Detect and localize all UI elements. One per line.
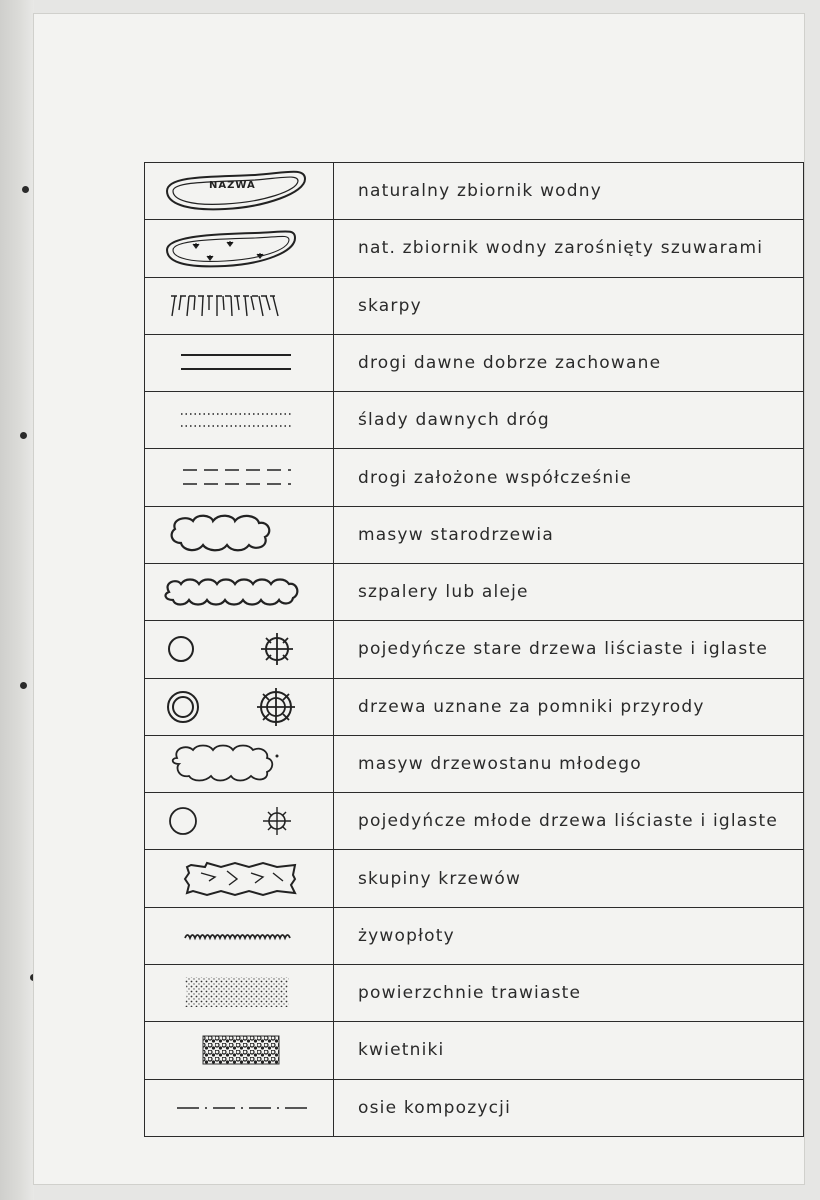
flowerbed-icon [145,1022,331,1078]
legend-label: pojedyńcze młode drzewa liściaste i iglaste [334,793,804,850]
monument-trees-icon [145,679,331,735]
legend-row [145,1079,804,1137]
legend-label: naturalny zbiornik wodny [334,163,804,220]
tree-row-icon [145,564,331,620]
hedge-icon [145,908,331,964]
legend-row [145,563,804,620]
legend-row [145,621,804,678]
binder-hole [20,682,27,689]
reed-water-body-icon [145,220,331,276]
legend-row [145,220,804,277]
legend-row [145,506,804,563]
young-tree-mass-icon [145,736,331,792]
legend-row [145,163,804,220]
binder-hole [22,186,29,193]
legend-table [144,162,804,1137]
scan-left-margin [0,0,34,1200]
legend-label: drogi założone współcześnie [334,449,804,506]
escarpment-icon [145,278,331,334]
old-tree-mass-icon [145,507,331,563]
legend-row [145,907,804,964]
legend-label: nat. zbiornik wodny zarośnięty szuwarami [334,220,804,277]
legend-row [145,735,804,792]
legend-row [145,1022,804,1079]
shrub-group-icon [145,851,331,907]
nazwa-label: NAZWA [209,180,256,192]
legend-row [145,964,804,1021]
legend-label: szpalery lub aleje [334,563,804,620]
composition-axis-icon [145,1080,331,1136]
dashed-road-icon [145,450,331,506]
legend-label: masyw starodrzewia [334,506,804,563]
binder-hole [20,432,27,439]
legend-row [145,678,804,735]
legend-row [145,277,804,334]
legend-label: skarpy [334,277,804,334]
young-single-trees-icon [145,793,331,849]
legend-label: żywopłoty [334,907,804,964]
legend-label: drzewa uznane za pomniki przyrody [334,678,804,735]
legend-row [145,793,804,850]
old-single-trees-icon [145,621,331,677]
legend-row [145,334,804,391]
legend-label: ślady dawnych dróg [334,392,804,449]
legend-row [145,449,804,506]
grass-area-icon [145,965,331,1021]
legend-label: osie kompozycji [334,1079,804,1137]
legend-label: skupiny krzewów [334,850,804,907]
dotted-road-icon [145,392,331,448]
named-water-body-icon [145,163,331,219]
legend-label: kwietniki [334,1022,804,1079]
legend-label: powierzchnie trawiaste [334,964,804,1021]
legend-label: pojedyńcze stare drzewa liściaste i iglaste [334,621,804,678]
legend-row [145,850,804,907]
legend-label: masyw drzewostanu młodego [334,735,804,792]
legend-label: drogi dawne dobrze zachowane [334,334,804,391]
double-line-road-icon [145,335,331,391]
legend-row [145,392,804,449]
